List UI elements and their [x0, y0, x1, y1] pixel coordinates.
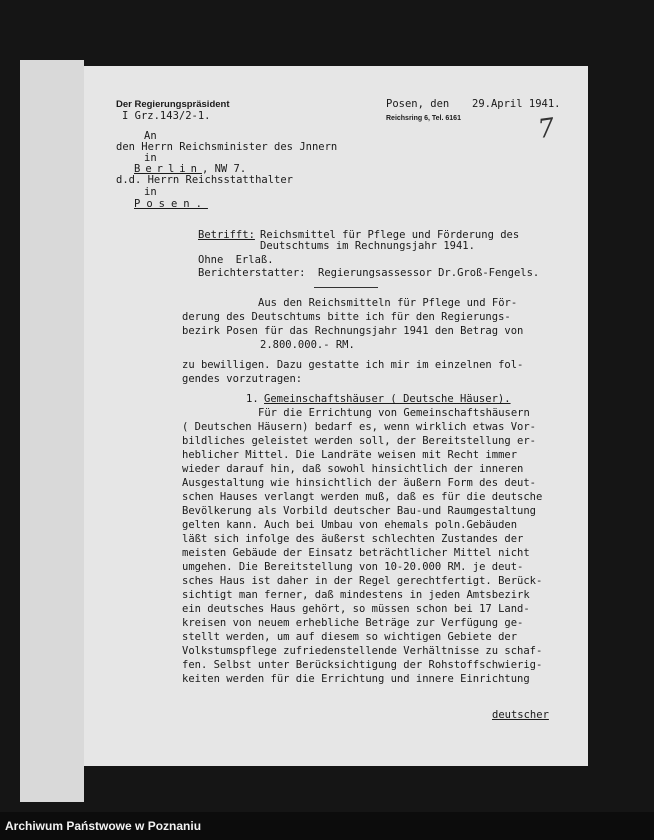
section-line-2: ( Deutschen Häusern) bedarf es, wenn wirklich etwas Vor-: [182, 421, 537, 433]
recipient-an: An: [144, 130, 157, 142]
letter-page: [84, 66, 588, 766]
reporter-label: Berichterstatter:: [198, 267, 306, 279]
reference-note: Ohne Erlaß.: [198, 254, 274, 266]
recipient-line-2: d.d. Herrn Reichsstatthalter: [116, 174, 294, 186]
subject-line-2: Deutschtums im Rechnungsjahr 1941.: [260, 240, 475, 252]
separator-line: [314, 287, 378, 288]
recipient-postal-1: , NW 7.: [201, 163, 247, 175]
section-line-15: ein deutsches Haus gehört, so müssen schon bei 17 Land-: [182, 603, 530, 615]
body-line-6: gendes vorzutragen:: [182, 373, 303, 385]
section-line-20: keiten werden für die Errichtung und innere Einrichtung: [182, 673, 530, 685]
office-address: Reichsring 6, Tel. 6161: [386, 115, 461, 122]
section-line-5: wieder darauf hin, daß sowohl hinsichtlich der inneren: [182, 463, 524, 475]
subject-line-1: Reichsmittel für Pflege und Förderung des: [260, 229, 520, 241]
section-line-11: meisten Gebäude der Einsatz beträchtlicher Mittel nicht: [182, 547, 530, 559]
section-line-14: sichtigt man ferner, daß mindestens in jeden Amtsbezirk: [182, 589, 530, 601]
catchword: deutscher: [492, 709, 549, 721]
section-line-13: sches Haus ist daher in der Regel gerechtfertigt. Berück-: [182, 575, 543, 587]
section-line-12: umgehen. Die Bereitstellung von 10-20.000 RM. je deut-: [182, 561, 524, 573]
section-line-16: kreisen von neuem erhebliche Beträge zur Verfügung ge-: [182, 617, 524, 629]
recipient-in-2: in: [144, 186, 157, 198]
body-line-2: derung des Deutschtums bitte ich für den Regierungs-: [182, 311, 511, 323]
body-line-3: bezirk Posen für das Rechnungsjahr 1941 den Betrag von: [182, 325, 524, 337]
amount: 2.800.000.- RM.: [260, 339, 355, 351]
recipient-in-1: in: [144, 152, 157, 164]
subject-label: Betrifft:: [198, 229, 255, 241]
section-line-17: stellt werden, um auf diesem so wichtigen Gebiete der: [182, 631, 518, 643]
body-line-1: Aus den Reichsmitteln für Pflege und För-: [258, 297, 518, 309]
body-line-5: zu bewilligen. Dazu gestatte ich mir im einzelnen fol-: [182, 359, 524, 371]
section-line-19: fen. Selbst unter Berücksichtigung der Rohstoffschwierig-: [182, 659, 543, 671]
section-number: 1.: [246, 393, 259, 405]
section-line-1: Für die Errichtung von Gemeinschaftshäusern: [258, 407, 530, 419]
archive-credit: Archiwum Państwowe w Poznaniu: [5, 819, 202, 833]
section-line-10: läßt sich infolge des äußerst schlechten Zustandes der: [182, 533, 524, 545]
section-line-18: Volkstumspflege zufriedenstellende Verhältnisse zu schaf-: [182, 645, 543, 657]
section-line-7: schen Hauses verlangt werden muß, daß es für die deutsche: [182, 491, 543, 503]
section-line-8: Bevölkerung als Vorbild deutscher Bau-und Raumgestaltung: [182, 505, 537, 517]
sender-heading: Der Regierungspräsident: [116, 99, 230, 110]
recipient-city-1: Berlin: [134, 163, 202, 175]
section-title: Gemeinschaftshäuser ( Deutsche Häuser).: [264, 393, 511, 405]
section-line-3: bildliches geleistet werden soll, der Bereitstellung er-: [182, 435, 537, 447]
reporter-name: Regierungsassessor Dr.Groß-Fengels.: [318, 267, 540, 279]
handwritten-page-number: 7: [535, 112, 557, 146]
recipient-city-2: Posen.: [134, 198, 208, 210]
section-line-6: Ausgestaltung wie hinsichtlich der äußern Form des deut-: [182, 477, 537, 489]
recipient-line-1: den Herrn Reichsminister des Jnnern: [116, 141, 338, 153]
place-date-prefix: Posen, den: [386, 98, 450, 110]
letter-date: 29.April 1941.: [472, 98, 561, 110]
archive-footer: [0, 812, 654, 840]
underlying-page-edge: [20, 60, 84, 802]
file-number: I Grz.143/2-1.: [122, 110, 211, 122]
section-line-4: heblicher Mittel. Die Landräte weisen mit Recht immer: [182, 449, 518, 461]
section-line-9: gelten kann. Auch bei Umbau von ehemals poln.Gebäuden: [182, 519, 518, 531]
